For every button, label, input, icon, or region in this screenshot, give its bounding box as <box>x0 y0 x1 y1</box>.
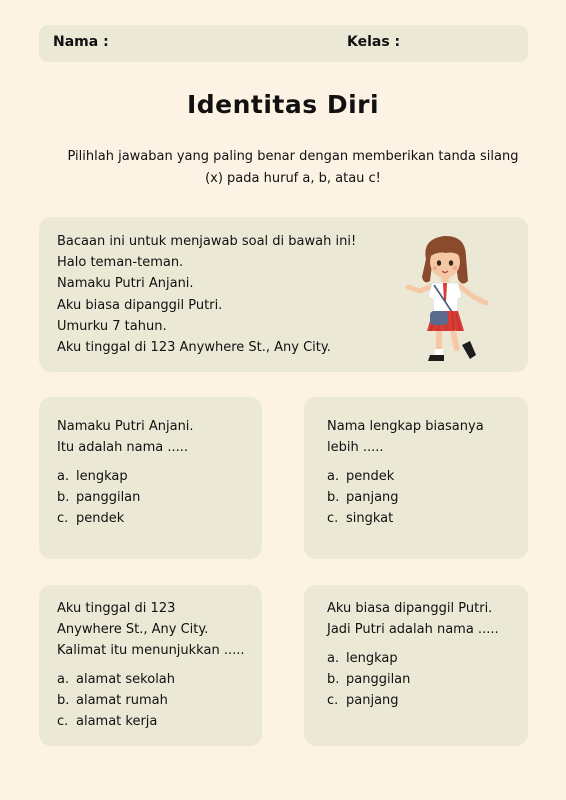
question-1-option-a[interactable] <box>57 466 252 487</box>
reading-line: Umurku 7 tahun. <box>57 318 167 334</box>
option-text: singkat <box>346 511 394 526</box>
name-label: Nama : <box>53 34 109 50</box>
reading-line: Namaku Putri Anjani. <box>57 276 194 292</box>
option-key: b. <box>327 672 340 687</box>
option-key: a. <box>57 672 70 687</box>
question-3-option-b[interactable] <box>57 690 252 711</box>
option-key: b. <box>57 693 70 708</box>
question-3-option-a[interactable] <box>57 669 252 690</box>
question-1-stem-line: Namaku Putri Anjani. <box>57 419 194 434</box>
option-key: c. <box>57 714 69 729</box>
question-1-option-c[interactable] <box>57 508 252 529</box>
question-4-option-b[interactable] <box>327 669 518 690</box>
option-key: b. <box>327 490 340 505</box>
question-1-stem-line: Itu adalah nama ..... <box>57 440 189 455</box>
option-text: panjang <box>346 490 399 505</box>
option-key: b. <box>57 490 70 505</box>
option-key: a. <box>57 469 70 484</box>
question-card-2 <box>304 397 528 559</box>
option-text: alamat kerja <box>76 714 158 729</box>
question-1-option-b[interactable] <box>57 487 252 508</box>
option-key: c. <box>327 693 339 708</box>
reading-line: Halo teman-teman. <box>57 255 184 271</box>
option-text: panggilan <box>346 672 411 687</box>
option-key: c. <box>57 511 69 526</box>
instruction <box>60 146 526 190</box>
question-4-option-a[interactable] <box>327 648 518 669</box>
option-text: pendek <box>346 469 395 484</box>
option-key: c. <box>327 511 339 526</box>
question-3-option-c[interactable] <box>57 711 252 732</box>
option-text: alamat sekolah <box>76 672 176 687</box>
question-4-option-c[interactable] <box>327 690 518 711</box>
question-3-stem-line: Aku tinggal di 123 <box>57 601 176 616</box>
option-key: a. <box>327 651 340 666</box>
option-text: lengkap <box>76 469 128 484</box>
instruction-line-1: Pilihlah jawaban yang paling benar dengan memberikan tanda silang <box>67 149 519 164</box>
option-key: a. <box>327 469 340 484</box>
name-class-header <box>39 25 528 62</box>
question-2-stem-line: Nama lengkap biasanya <box>327 419 484 434</box>
instruction-line-2: (x) pada huruf a, b, atau c! <box>205 171 381 186</box>
option-text: panjang <box>346 693 399 708</box>
girl-illustration <box>400 231 492 371</box>
reading-line: Aku tinggal di 123 Anywhere St., Any City. <box>57 340 331 356</box>
question-2-option-c[interactable] <box>327 508 518 529</box>
option-text: lengkap <box>346 651 398 666</box>
question-card-3 <box>39 585 262 746</box>
reading-line: Aku biasa dipanggil Putri. <box>57 297 223 313</box>
option-text: pendek <box>76 511 125 526</box>
page-title: Identitas Diri <box>186 90 380 119</box>
option-text: panggilan <box>76 490 141 505</box>
question-card-4 <box>304 585 528 746</box>
question-4-stem-line: Aku biasa dipanggil Putri. <box>327 601 493 616</box>
class-label: Kelas : <box>347 34 401 50</box>
question-2-option-b[interactable] <box>327 487 518 508</box>
reading-line: Bacaan ini untuk menjawab soal di bawah ini! <box>57 234 357 249</box>
question-2-stem-line: lebih ..... <box>327 440 384 455</box>
question-3-stem-line: Anywhere St., Any City. <box>57 622 209 637</box>
question-4-stem-line: Jadi Putri adalah nama ..... <box>327 622 499 637</box>
question-2-option-a[interactable] <box>327 466 518 487</box>
option-text: alamat rumah <box>76 693 168 708</box>
question-card-1 <box>39 397 262 559</box>
question-3-stem-line: Kalimat itu menunjukkan ..... <box>57 643 245 658</box>
